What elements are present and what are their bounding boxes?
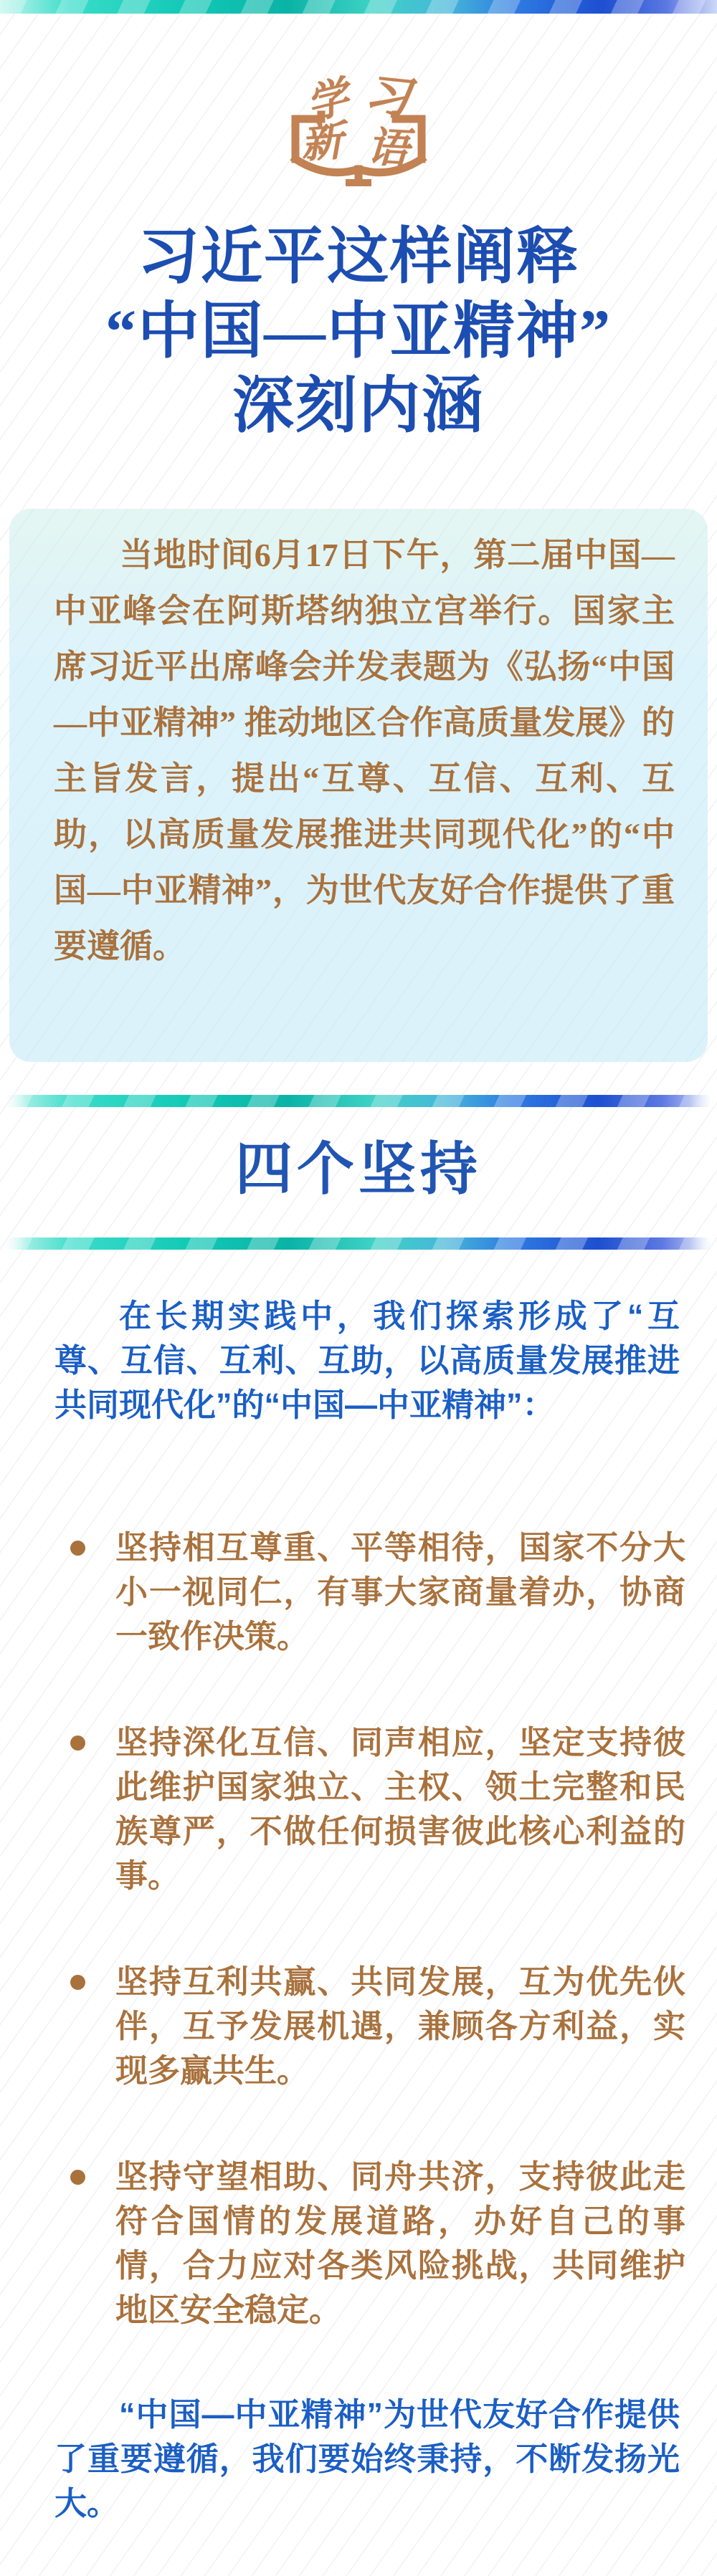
title-line-1: 习近平这样阐释 (138, 222, 579, 291)
bullet-text-4: 坚持守望相助、同舟共济，支持彼此走符合国情的发展道路，办好自己的事情，合力应对各类风险挑战，共同维护地区安全稳定。 (115, 2159, 685, 2328)
logo-char: 习 (361, 69, 413, 125)
bullet-dot-icon (70, 1541, 85, 1556)
intro-text: 当地时间6月17日下午，第二届中国—中亚峰会在阿斯塔纳独立宫举行。国家主席习近平出席峰会并发表题为《弘扬“中国—中亚精神” 推动地区合作高质量发展》的主旨发言，提出“互尊、互信、互利、互助，以高质量发展推进共同现代化”的“中国—中亚精神”，为世代友好合作提供了重要遵循。 (54, 537, 675, 964)
logo-char: 学 (301, 72, 353, 129)
bullet-item-2 (70, 1720, 685, 1898)
bullet-item-1 (70, 1526, 685, 1659)
section-title: 四个坚持 (235, 1139, 482, 1202)
closing-paragraph: “中国—中亚精神”为世代友好合作提供了重要遵循，我们要始终秉持，不断发扬光大。 (54, 2396, 680, 2522)
bullet-dot-icon (70, 2170, 85, 2185)
page-title (0, 219, 717, 443)
logo-char: 语 (366, 123, 410, 173)
title-line-3: 深刻内涵 (232, 371, 485, 440)
bullet-dot-icon (70, 1975, 85, 1990)
bullet-text-2: 坚持深化互信、同声相应，坚定支持彼此维护国家独立、主权、领土完整和民族尊严，不做任何损害彼此核心利益的事。 (115, 1725, 685, 1894)
bullet-dot-icon (70, 1735, 85, 1751)
bullet-text-1: 坚持相互尊重、平等相待，国家不分大小一视同仁，有事大家商量着办，协商一致作决策。 (115, 1530, 685, 1655)
lead-paragraph: 在长期实践中，我们探索形成了“互尊、互信、互利、互助，以高质量发展推进共同现代化”的“中国—中亚精神”： (54, 1298, 680, 1423)
intro-box (9, 509, 708, 1062)
title-line-2: “中国—中亚精神” (105, 297, 612, 365)
bullet-item-4 (70, 2155, 685, 2332)
bullet-list (70, 1526, 685, 2394)
logo (280, 69, 437, 193)
section-divider-bottom (6, 1237, 711, 1250)
logo-char: 新 (299, 118, 345, 167)
section-divider-top (6, 1095, 711, 1107)
top-gradient-band (0, 0, 717, 14)
bullet-text-3: 坚持互利共赢、共同发展，互为优先伙伴，互予发展机遇，兼顾各方利益，实现多赢共生。 (115, 1964, 685, 2089)
bullet-item-3 (70, 1960, 685, 2093)
